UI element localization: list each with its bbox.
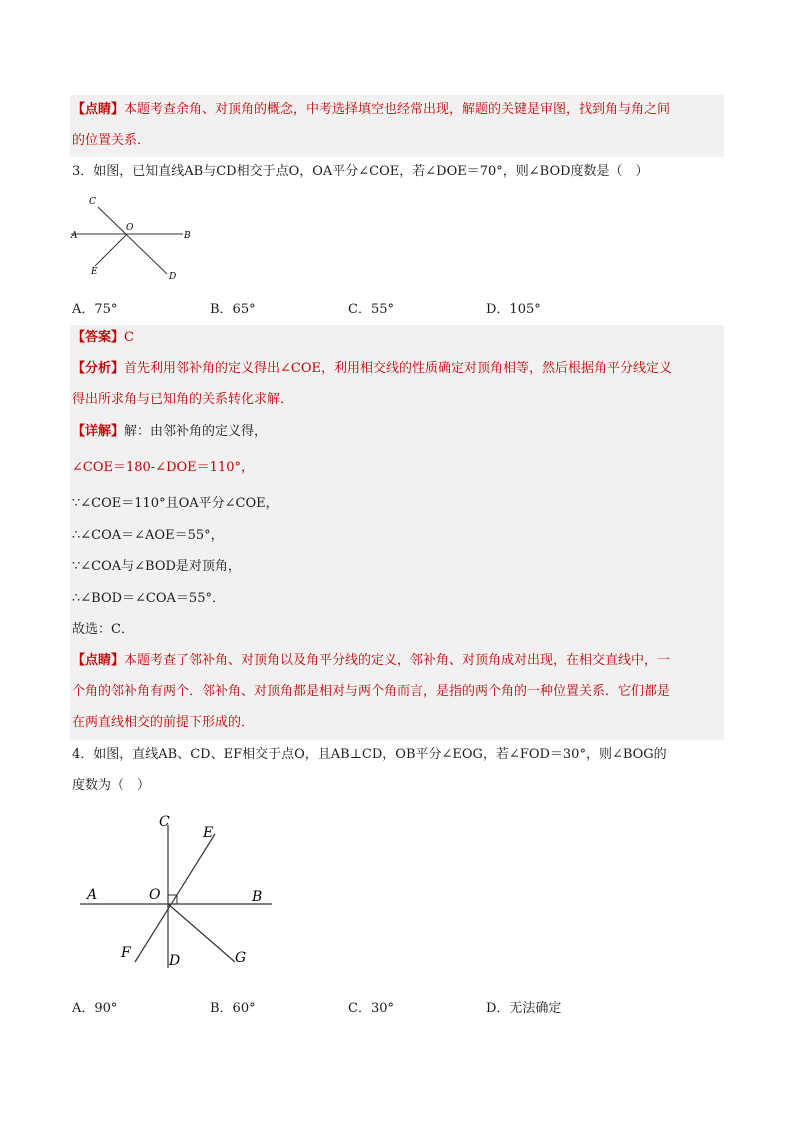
- q4-label-c: C: [159, 814, 170, 830]
- detail-tag: 【详解】: [72, 424, 125, 439]
- q4-figure: [75, 810, 285, 975]
- analysis-tag: 【分析】: [72, 361, 125, 376]
- q4-label-e: E: [203, 825, 214, 841]
- q4-label-b: B: [252, 889, 263, 905]
- q3-label-o: O: [126, 223, 134, 233]
- q3-note-1: [72, 651, 670, 671]
- note-line-2: 的位置关系．: [72, 133, 151, 148]
- q3-step-2: ∵∠COE＝110°且OA平分∠COE，: [72, 496, 279, 511]
- q3-figure: [65, 190, 200, 285]
- q3-step-3: ∴∠COA＝∠AOE＝55°，: [72, 528, 224, 543]
- q4-option-c: C．30°: [348, 1001, 394, 1016]
- q3-label-c: C: [89, 197, 96, 207]
- q4-option-a: A．90°: [72, 1001, 118, 1016]
- q4-stem-1: 4．如图，直线AB、CD、EF相交于点O，且AB⊥CD，OB平分∠EOG，若∠FOD＝30°，则∠BOG的: [72, 747, 667, 762]
- q3-step-5: ∴∠BOD＝∠COA＝55°．: [72, 591, 225, 606]
- answer-tag: 【答案】: [72, 330, 125, 345]
- q4-label-f: F: [121, 945, 131, 961]
- note-text: 本题考查余角、对顶角的概念，中考选择填空也经常出现，解题的关键是审图，找到角与角之间: [124, 102, 671, 117]
- q4-label-o: O: [149, 887, 161, 903]
- q4-label-g: G: [235, 950, 247, 966]
- q3-label-e: E: [91, 267, 98, 277]
- detail-intro: 解：由邻补角的定义得，: [124, 424, 268, 439]
- q3-choose: 故选：C．: [72, 622, 134, 637]
- q3-analysis-2: 得出所求角与已知角的关系转化求解．: [72, 392, 294, 407]
- q3-note-2: 个角的邻补角有两个．邻补角、对顶角都是相对与两个角而言，是指的两个角的一种位置关系．它们都是: [72, 684, 671, 699]
- q3-label-a: A: [71, 231, 78, 241]
- note-tag: 【点睛】: [72, 653, 125, 668]
- q3-detail: [72, 422, 267, 442]
- q4-option-b: B．60°: [210, 1001, 256, 1016]
- q4-stem-2: 度数为（ ）: [72, 778, 151, 793]
- q3-note-3: 在两直线相交的前提下形成的．: [72, 715, 255, 730]
- q3-label-b: B: [184, 231, 191, 241]
- q3-stem: 3．如图，已知直线AB与CD相交于点O，OA平分∠COE，若∠DOE＝70°，则∠BOD度数是（ ）: [72, 164, 649, 179]
- note-tag: 【点睛】: [72, 102, 125, 117]
- q3-step-1: ∠COE＝180-∠DOE＝110°，: [72, 460, 254, 475]
- q3-step-4: ∵∠COA与∠BOD是对顶角，: [72, 559, 241, 574]
- q4-label-a: A: [87, 887, 98, 903]
- q3-label-d: D: [169, 272, 177, 282]
- q3-analysis-1: [72, 359, 672, 379]
- q4-option-d: D．无法确定: [486, 1001, 562, 1016]
- q3-option-d: D．105°: [486, 302, 541, 317]
- q4-label-d: D: [169, 953, 181, 969]
- note-line-1: [72, 100, 670, 120]
- answer-value: C: [124, 330, 134, 345]
- analysis-text: 首先利用邻补角的定义得出∠COE，利用相交线的性质确定对顶角相等，然后根据角平分线定义: [124, 361, 673, 376]
- q3-option-c: C．55°: [348, 302, 394, 317]
- q3-option-b: B．65°: [210, 302, 256, 317]
- note-text: 本题考查了邻补角、对顶角以及角平分线的定义，邻补角、对顶角成对出现，在相交直线中，一: [124, 653, 671, 668]
- q3-answer: [72, 328, 134, 348]
- q3-option-a: A．75°: [72, 302, 118, 317]
